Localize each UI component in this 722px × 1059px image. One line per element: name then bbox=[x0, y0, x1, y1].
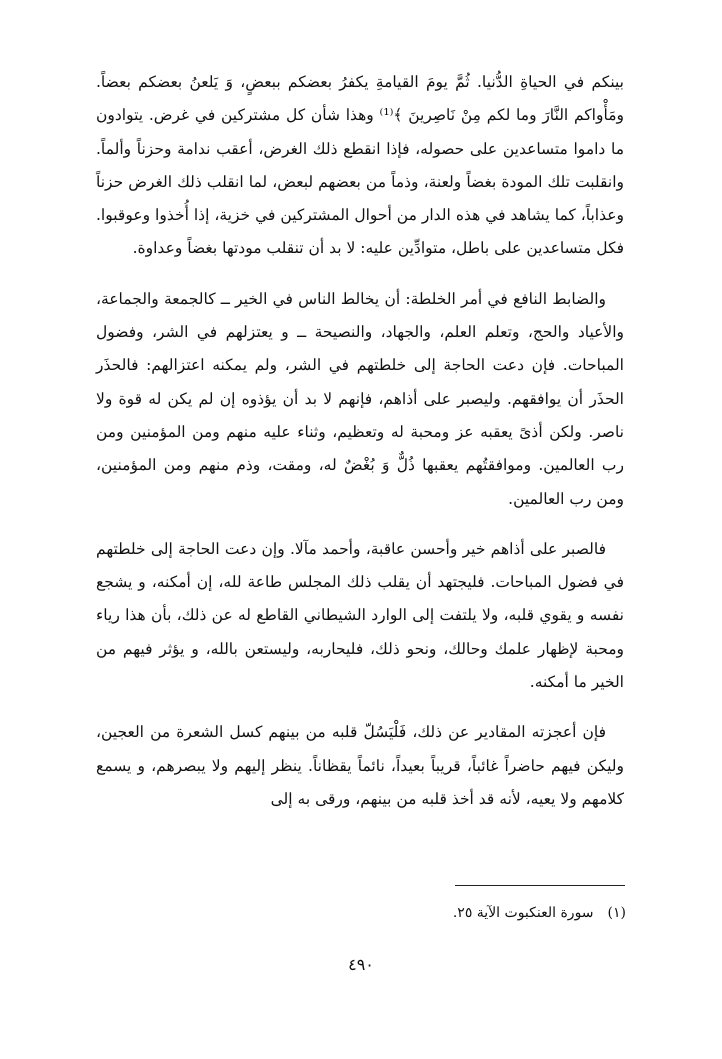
paragraph-3: فالصبر على أذاهم خير وأحسن عاقبة، وأحمد مآلا. وإن دعت الحاجة إلى خلطتهم في فضول المباحات. فليجتهد أن يقلب ذلك المجلس طاعة لله، إن أمكنه، و يشجع نفسه و يقوي قلبه، ولا يلتفت إلى الوارد الشيطاني القاطع له عن ذلك، بأن هذا رياء ومحبة لإظهار علمك وحالك، ونحو ذلك، فليحاربه، وليستعن بالله، و يؤثر فيهم من الخير ما أمكنه. bbox=[96, 539, 624, 692]
page-number: ٤٩٠ bbox=[348, 955, 374, 974]
body-text bbox=[96, 66, 624, 833]
paragraph-1: بينكم في الحياةِ الدُّنيا. ثُمَّ يومَ القيامةِ يكفرُ بعضكم ببعضٍ، وَ يَلعنُ بعضكم بعضاً. ومَأْواكم النَّارَ وما لكم مِنْ نَاصِرينَ ﴾⁽¹⁾ وهذا شأن كل مشتركين في غرض. يتوادون ما داموا متساعدين على حصوله، فإذا انقطع ذلك الغرض، أعقب ندامة وحزناً وألماً. وانقلبت تلك المودة بغضاً ولعنة، وذماً من بعضهم لبعض، لما انقلب ذلك الغرض حزناً وعذاباً، كما يشاهد في هذه الدار من أحوال المشتركين في خزية، إذا أُخذوا وعوقبوا. فكل متساعدين على باطل، متوادِّين عليه: لا بد أن تنقلب مودتها بغضاً وعداوة. bbox=[96, 73, 624, 258]
footnote-marker: (١) bbox=[607, 905, 626, 921]
paragraph-4: فإن أعجزته المقادير عن ذلك، فَلْيَسُلّ قلبه من بينهم كسل الشعرة من العجين، وليكن فيهم حاضراً غائباً، قريباً بعيداً، نائماً يقظاناً. ينظر إليهم ولا يبصرهم، و يسمع كلامهم ولا يعيه، لأنه قد أخذ قلبه من بينهم، ورقى به إلى bbox=[96, 723, 624, 808]
footnote-text: سورة العنكبوت الآية ٢٥. bbox=[452, 905, 594, 921]
footnote-divider bbox=[455, 885, 625, 886]
paragraph-2: والضابط النافع في أمر الخلطة: أن يخالط الناس في الخير ــ كالجمعة والجماعة، والأعياد والحج، وتعلم العلم، والجهاد، والنصيحة ــ و يعتزلهم في الشر، وفضول المباحات. فإن دعت الحاجة إلى خلطتهم في الشر، ولم يمكنه اعتزالهم: فالحذَر الحذَر أن يوافقهم. وليصبر على أذاهم، فإنهم لا بد أن يؤذوه إن لم يكن له قوة ولا ناصر. ولكن أذىً يعقبه عز ومحبة له وتعظيم، وثناء عليه منهم ومن المؤمنين ومن رب العالمين. وموافقتُهم يعقبها ذُلٌّ وَ بُغْضٌ له، ومقت، وذم منهم ومن المؤمنين، ومن رب العالمين. bbox=[96, 289, 624, 508]
footnote bbox=[453, 902, 626, 924]
